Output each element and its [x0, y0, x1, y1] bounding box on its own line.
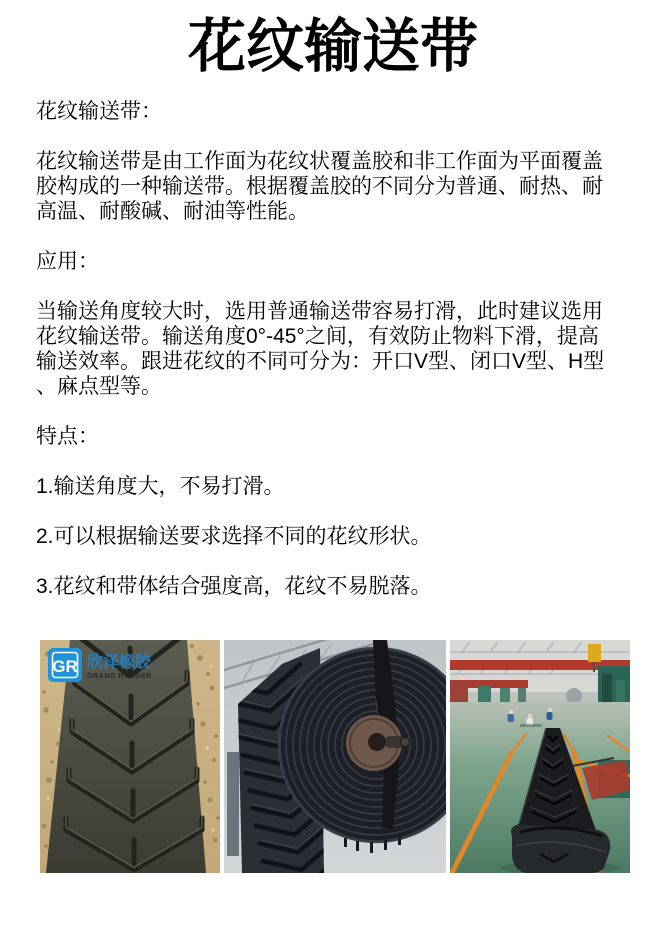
feature-item-2: 2.可以根据输送要求选择不同的花纹形状。	[36, 525, 432, 548]
logo-name-cn: 欣泽橡胶	[87, 654, 152, 671]
chevron-belt-illustration	[40, 640, 220, 873]
feature-item-3: 3.花纹和带体结合强度高，花纹不易脱落。	[36, 575, 432, 598]
hoist-block	[588, 644, 601, 662]
intro-label: 花纹输送带：	[36, 100, 162, 123]
page-title: 花纹输送带	[187, 14, 478, 79]
article-body	[36, 99, 616, 599]
hub-core	[368, 733, 386, 751]
application-label: 应用：	[36, 250, 99, 273]
warehouse-post	[227, 752, 239, 856]
features-label: 特点：	[36, 425, 99, 448]
logo-monogram: GR	[52, 657, 78, 676]
intro-paragraph: 花纹输送带是由工作面为花纹状覆盖胶和非工作面为平面覆盖胶构成的一种输送带。根据覆盖胶的不同分为普通、耐热、耐高温、耐酸碱、耐油等性能。	[36, 150, 603, 223]
product-photo-row	[40, 640, 666, 873]
belt-roll-illustration	[224, 640, 446, 873]
feature-item-1: 1.输送角度大，不易打滑。	[36, 475, 285, 498]
application-paragraph: 当输送角度较大时，选用普通输送带容易打滑，此时建议选用花纹输送带。输送角度0°-45°之间，有效防止物料下滑，提高输送效率。跟进花纹的不同可分为：开口V型、闭口V型、H型、麻点型等。	[36, 300, 605, 398]
photo-chevron-belt-closeup	[40, 640, 220, 873]
brand-logo	[48, 648, 152, 682]
factory-floor-illustration	[450, 640, 630, 873]
photo-belt-roll	[224, 640, 446, 873]
logo-name-en: GRAND RUBBER	[87, 673, 152, 680]
photo-factory-floor-belt	[450, 640, 630, 873]
